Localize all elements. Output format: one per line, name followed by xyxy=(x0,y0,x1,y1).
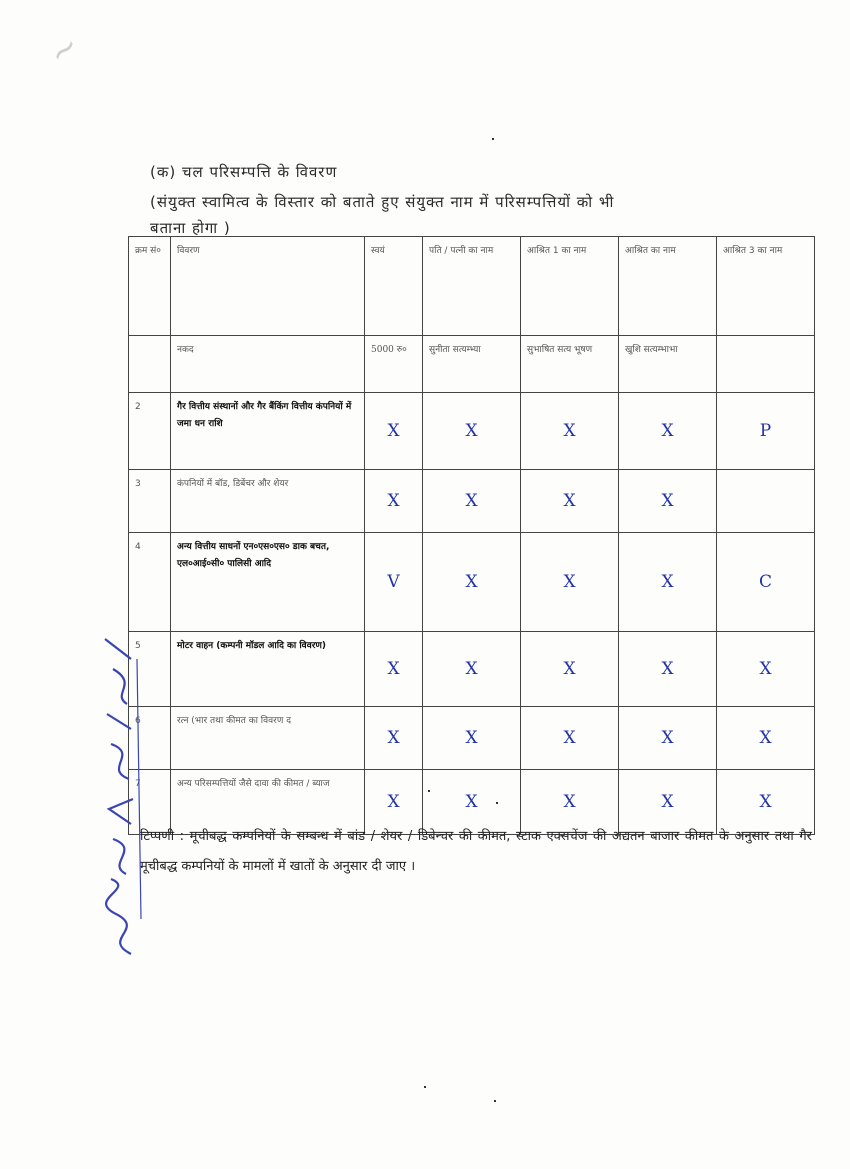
scan-dot xyxy=(496,802,498,804)
row-mark: X xyxy=(619,393,717,470)
movable-assets-table xyxy=(128,236,815,835)
row-mark: X xyxy=(521,533,619,632)
row-mark: P xyxy=(717,393,815,470)
table-row xyxy=(129,393,815,470)
row-mark: X xyxy=(365,707,423,770)
row-mark: X xyxy=(423,707,521,770)
row-mark: X xyxy=(423,470,521,533)
row-description: गैर वित्तीय संस्थानों और गैर बैंकिंग वित्तीय कंपनियों में जमा धन राशि xyxy=(171,393,365,470)
row-mark: X xyxy=(365,632,423,707)
row-mark: X xyxy=(717,632,815,707)
header-desc: विवरण xyxy=(171,237,365,336)
section-subtitle-line1: (संयुक्त स्वामित्व के विस्तार को बताते हुए संयुक्त नाम में परिसम्पत्तियों को भी xyxy=(150,193,615,211)
section-title: (क) चल परिसम्पत्ति के विवरण xyxy=(150,163,338,181)
row-mark: X xyxy=(365,770,423,835)
handwritten-signature xyxy=(91,629,159,959)
cash-row xyxy=(129,336,815,393)
row-mark: X xyxy=(619,770,717,835)
row-mark: X xyxy=(619,470,717,533)
table-row xyxy=(129,470,815,533)
row-mark: X xyxy=(365,470,423,533)
cash-dependent2: खुशि सत्यम्भाभा xyxy=(619,336,717,393)
scan-dot xyxy=(424,1086,426,1088)
page-corner-mark: ~ xyxy=(40,25,89,75)
scan-dot xyxy=(494,1100,496,1102)
asset-rows xyxy=(129,393,815,835)
row-mark: V xyxy=(365,533,423,632)
cash-self: 5000 रु० xyxy=(365,336,423,393)
row-mark: X xyxy=(423,770,521,835)
row-sr: 4 xyxy=(129,533,171,632)
header-dependent3: आश्रित 3 का नाम xyxy=(717,237,815,336)
header-dependent2: आश्रित का नाम xyxy=(619,237,717,336)
scan-dot xyxy=(492,138,494,140)
cash-sr xyxy=(129,336,171,393)
row-mark: X xyxy=(521,770,619,835)
row-mark: X xyxy=(365,393,423,470)
row-mark: X xyxy=(521,707,619,770)
scan-dot xyxy=(428,790,430,792)
row-mark: C xyxy=(717,533,815,632)
table-row xyxy=(129,632,815,707)
footnote: टिप्पणी : मूचीबद्ध कम्पनियों के सम्बन्ध में बांड / शेयर / डिबेन्चर की कीमत, स्टाक एक्सचेंज की अद्यतन बाजार कीमत के अनुसार तथा गैर मूचीबद्ध कम्पनियों के मामलों में खातों के अनुसार दी जाए । xyxy=(140,829,812,874)
row-mark: X xyxy=(619,632,717,707)
header-spouse: पति / पत्नी का नाम xyxy=(423,237,521,336)
row-mark: X xyxy=(521,393,619,470)
table-row xyxy=(129,533,815,632)
header-sr: क्रम सं० xyxy=(129,237,171,336)
cash-label: नकद xyxy=(171,336,365,393)
row-description: कंपनियों में बॉड, डिबेंचर और शेयर xyxy=(171,470,365,533)
row-sr: 7 xyxy=(129,770,171,835)
row-description: रत्न (भार तथा कीमत का विवरण द xyxy=(171,707,365,770)
row-mark: X xyxy=(717,770,815,835)
row-mark: X xyxy=(619,533,717,632)
row-description: अन्य वित्तीय साधनों एन०एस०एस० डाक बचत, एल०आई०सी० पालिसी आदि xyxy=(171,533,365,632)
row-mark: X xyxy=(423,533,521,632)
row-description: अन्य परिसम्पत्तियों जैसे दावा की कीमत / ब्याज xyxy=(171,770,365,835)
section-subtitle-line2: बताना होगा ) xyxy=(150,219,231,237)
row-mark: X xyxy=(423,393,521,470)
row-sr: 6 xyxy=(129,707,171,770)
row-description: मोटर वाहन (कम्पनी मॉडल आदि का विवरण) xyxy=(171,632,365,707)
row-mark: X xyxy=(521,632,619,707)
row-sr: 3 xyxy=(129,470,171,533)
header-self: स्वयं xyxy=(365,237,423,336)
table-header-row xyxy=(129,237,815,336)
row-mark: X xyxy=(423,632,521,707)
row-mark: X xyxy=(521,470,619,533)
row-mark xyxy=(717,470,815,533)
table-row xyxy=(129,707,815,770)
row-sr: 5 xyxy=(129,632,171,707)
row-mark: X xyxy=(717,707,815,770)
row-sr: 2 xyxy=(129,393,171,470)
signature-drawing xyxy=(91,629,151,959)
cash-dependent1: सुभाषित सत्य भूषण xyxy=(521,336,619,393)
cash-spouse: सुनीता सत्यम्भ्या xyxy=(423,336,521,393)
header-dependent1: आश्रित 1 का नाम xyxy=(521,237,619,336)
row-mark: X xyxy=(619,707,717,770)
cash-dependent3 xyxy=(717,336,815,393)
